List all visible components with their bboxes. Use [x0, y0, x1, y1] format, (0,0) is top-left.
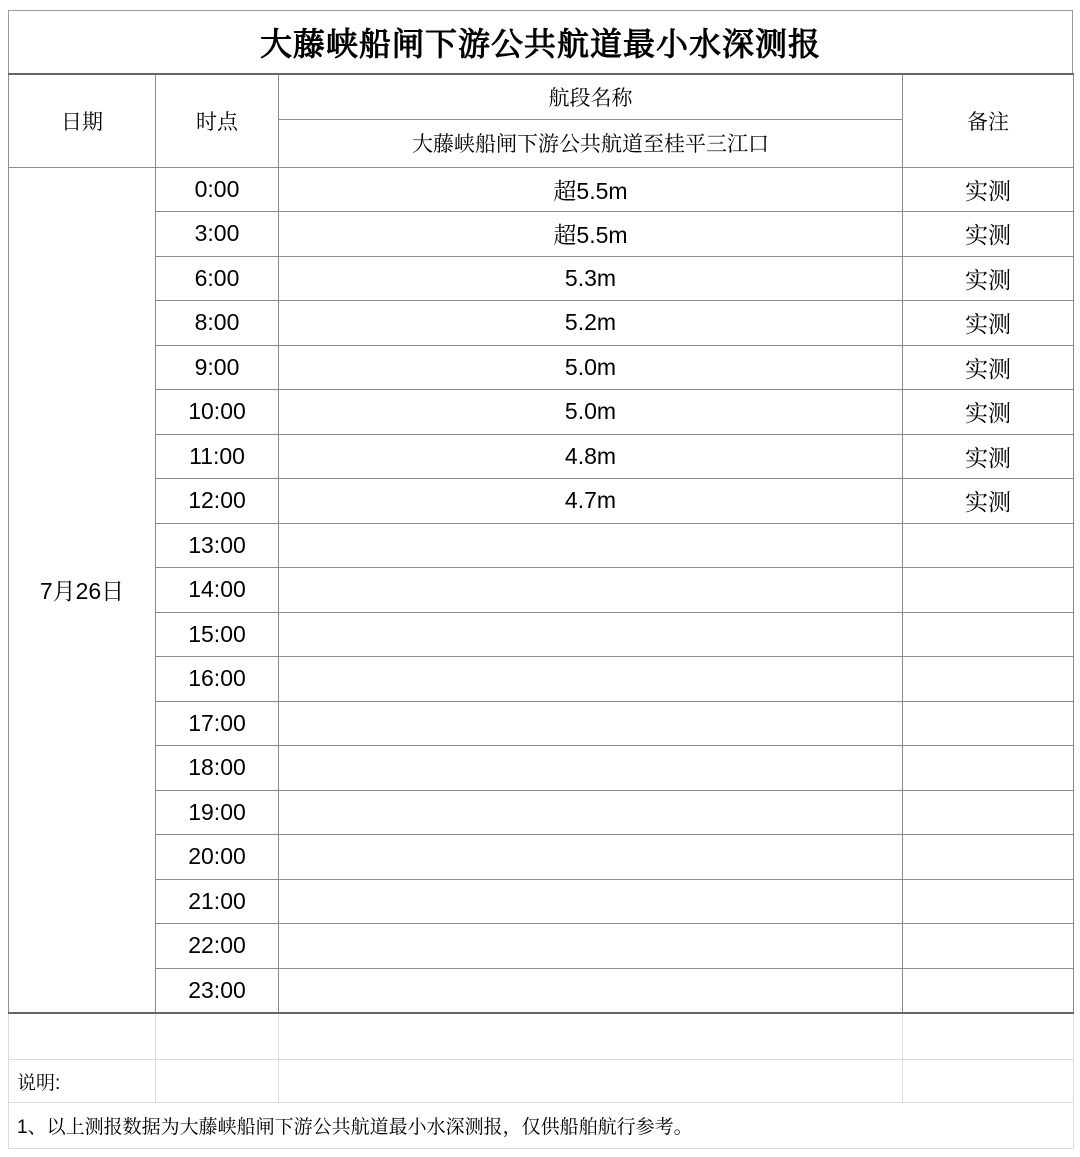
remark-cell [903, 790, 1074, 835]
table-row [9, 835, 1074, 880]
time-cell: 10:00 [156, 390, 279, 435]
remark-cell [903, 657, 1074, 702]
depth-cell [279, 523, 903, 568]
remark-cell: 实测 [903, 434, 1074, 479]
time-cell: 19:00 [156, 790, 279, 835]
depth-cell [279, 568, 903, 613]
depth-cell: 超5.5m [279, 167, 903, 212]
spacer-cell [903, 1060, 1074, 1103]
depth-cell [279, 657, 903, 702]
table-row [9, 612, 1074, 657]
time-cell: 15:00 [156, 612, 279, 657]
remark-cell [903, 701, 1074, 746]
table-row [9, 523, 1074, 568]
remark-cell: 实测 [903, 256, 1074, 301]
notes-label: 说明: [9, 1060, 156, 1103]
time-cell: 16:00 [156, 657, 279, 702]
remark-cell: 实测 [903, 212, 1074, 257]
table-row [9, 301, 1074, 346]
depth-cell [279, 879, 903, 924]
col-header-remark: 备注 [903, 74, 1074, 167]
spacer-cell [903, 1014, 1074, 1060]
time-cell: 20:00 [156, 835, 279, 880]
spacer-cell [156, 1060, 279, 1103]
footer-grid [8, 1014, 1074, 1150]
time-cell: 22:00 [156, 924, 279, 969]
depth-report-table [8, 73, 1074, 1014]
spacer-cell [156, 1014, 279, 1060]
time-cell: 0:00 [156, 167, 279, 212]
remark-cell: 实测 [903, 301, 1074, 346]
table-row [9, 345, 1074, 390]
segment-name-header: 大藤峡船闸下游公共航道至桂平三江口 [279, 119, 903, 167]
depth-cell: 5.0m [279, 390, 903, 435]
depth-cell [279, 924, 903, 969]
remark-cell: 实测 [903, 390, 1074, 435]
depth-cell: 5.2m [279, 301, 903, 346]
depth-cell: 5.0m [279, 345, 903, 390]
time-cell: 13:00 [156, 523, 279, 568]
depth-cell [279, 835, 903, 880]
time-cell: 18:00 [156, 746, 279, 791]
time-cell: 6:00 [156, 256, 279, 301]
time-cell: 17:00 [156, 701, 279, 746]
depth-cell [279, 701, 903, 746]
page-title: 大藤峡船闸下游公共航道最小水深测报 [259, 26, 821, 62]
time-cell: 12:00 [156, 479, 279, 524]
table-row [9, 212, 1074, 257]
depth-cell [279, 746, 903, 791]
date-cell: 7月26日 [9, 167, 156, 1013]
remark-cell: 实测 [903, 479, 1074, 524]
remark-cell: 实测 [903, 167, 1074, 212]
remark-cell [903, 612, 1074, 657]
col-header-segment: 航段名称 [279, 74, 903, 119]
table-row [9, 924, 1074, 969]
time-cell: 8:00 [156, 301, 279, 346]
depth-cell [279, 968, 903, 1013]
footer-note-row [9, 1103, 1074, 1149]
table-row [9, 790, 1074, 835]
col-header-time: 时点 [156, 74, 279, 167]
remark-cell [903, 746, 1074, 791]
report-sheet [8, 10, 1073, 1149]
table-row [9, 434, 1074, 479]
depth-cell: 4.8m [279, 434, 903, 479]
spacer-row [9, 1014, 1074, 1060]
time-cell: 9:00 [156, 345, 279, 390]
table-row [9, 390, 1074, 435]
remark-cell [903, 568, 1074, 613]
time-cell: 3:00 [156, 212, 279, 257]
depth-cell: 5.3m [279, 256, 903, 301]
depth-cell: 超5.5m [279, 212, 903, 257]
table-row [9, 256, 1074, 301]
col-header-date: 日期 [9, 74, 156, 167]
table-row [9, 479, 1074, 524]
footer-note: 1、以上测报数据为大藤峡船闸下游公共航道最小水深测报，仅供船舶航行参考。 [9, 1103, 1074, 1149]
header-row-top [9, 74, 1074, 119]
spacer-cell [9, 1014, 156, 1060]
depth-cell [279, 612, 903, 657]
table-row [9, 657, 1074, 702]
remark-cell [903, 968, 1074, 1013]
notes-label-row [9, 1060, 1074, 1103]
table-row [9, 167, 1074, 212]
time-cell: 23:00 [156, 968, 279, 1013]
table-row [9, 568, 1074, 613]
remark-cell [903, 879, 1074, 924]
table-row [9, 968, 1074, 1013]
time-cell: 14:00 [156, 568, 279, 613]
report-title-box [8, 10, 1073, 73]
remark-cell: 实测 [903, 345, 1074, 390]
table-row [9, 701, 1074, 746]
depth-cell: 4.7m [279, 479, 903, 524]
table-row [9, 879, 1074, 924]
spacer-cell [279, 1060, 903, 1103]
table-row [9, 746, 1074, 791]
time-cell: 21:00 [156, 879, 279, 924]
remark-cell [903, 523, 1074, 568]
time-cell: 11:00 [156, 434, 279, 479]
spacer-cell [279, 1014, 903, 1060]
remark-cell [903, 924, 1074, 969]
depth-cell [279, 790, 903, 835]
remark-cell [903, 835, 1074, 880]
